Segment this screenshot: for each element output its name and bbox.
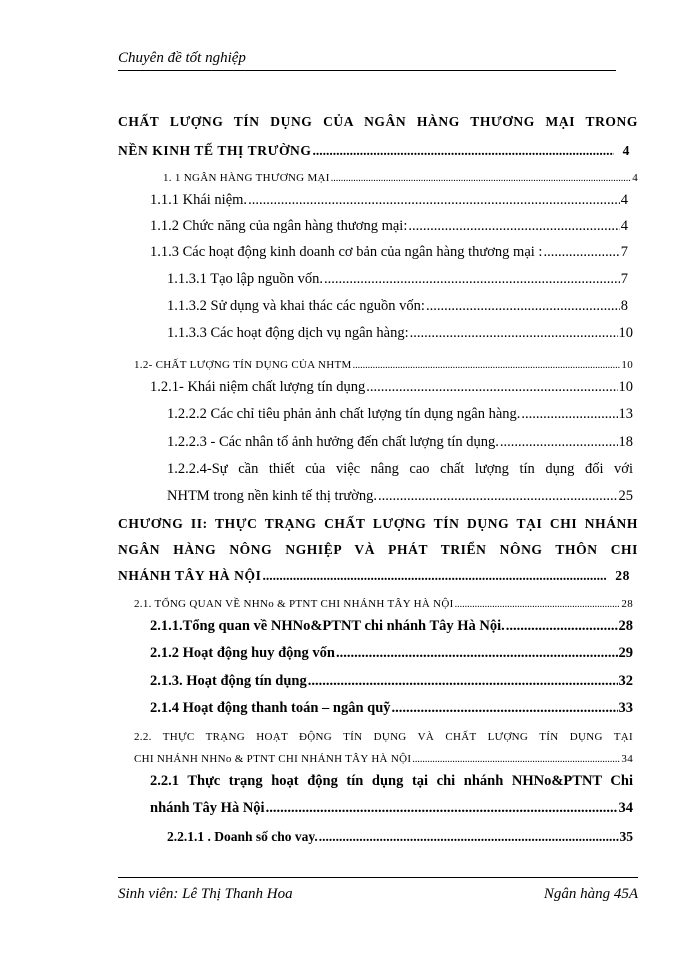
document-title: Chuyên đề tốt nghiệp: [118, 50, 246, 66]
leader-dots: [412, 751, 620, 769]
toc-chapter-2-line-3[interactable]: [118, 567, 638, 585]
toc-entry-1-2-1[interactable]: [150, 378, 633, 396]
toc-section-1-2[interactable]: [134, 356, 633, 375]
page-number: 34: [621, 753, 633, 765]
leader-dots: [543, 243, 619, 261]
toc-label: 1.1.2 Chức năng của ngân hàng thương mại:: [150, 218, 408, 234]
leader-dots: [319, 828, 619, 846]
footer-rule: [118, 877, 638, 878]
toc-chapter-2-line-2[interactable]: [118, 541, 638, 559]
toc-label: 2.1. TỔNG QUAN VỀ NHNo & PTNT CHI NHÁNH TÂY HÀ NỘI: [134, 598, 454, 610]
header-rule: [118, 70, 616, 71]
toc-label: 1. 1 NGÂN HÀNG THƯƠNG MẠI: [163, 172, 330, 184]
toc-entry-2-1-1[interactable]: [150, 617, 633, 635]
leader-dots: [521, 405, 617, 423]
toc-label: NHÁNH TÂY HÀ NỘI: [118, 568, 262, 583]
page-number: 4: [632, 172, 638, 184]
toc-entry-1-1-3-3[interactable]: [167, 324, 633, 342]
toc-label: 1.1.3.3 Các hoạt động dịch vụ ngân hàng:: [167, 325, 409, 341]
toc-entry-1-2-2-4-cont[interactable]: [167, 487, 633, 505]
toc-entry-1-1-3-1[interactable]: [167, 270, 628, 288]
toc-entry-2-2-1-cont[interactable]: [150, 799, 633, 817]
page-number: 28: [618, 618, 633, 634]
page-number: 28: [615, 568, 630, 583]
page-number: 33: [618, 700, 633, 716]
page-number: 29: [618, 645, 633, 661]
page-number: 7: [620, 244, 628, 260]
toc-section-2-2-cont[interactable]: [134, 750, 633, 769]
toc-label: 2.1.4 Hoạt động thanh toán – ngân quỹ: [150, 700, 391, 716]
toc-label: 1.1.3.2 Sử dụng và khai thác các nguồn vốn:: [167, 298, 425, 314]
leader-dots: [324, 270, 620, 288]
page-number: 4: [620, 192, 628, 208]
page-number: 10: [618, 325, 633, 341]
toc-section-2-2[interactable]: [134, 728, 633, 746]
toc-entry-1-2-2-3[interactable]: [167, 433, 633, 451]
leader-dots: [366, 378, 617, 396]
page-number: 10: [618, 379, 633, 395]
page-number: 8: [620, 298, 628, 314]
toc-chapter-1-cont[interactable]: [118, 142, 638, 160]
toc-label: NHTM trong nền kinh tế thị trường.: [167, 488, 378, 504]
student-name: Sinh viên: Lê Thị Thanh Hoa: [118, 886, 293, 902]
page-header: [118, 50, 616, 67]
leader-dots: [506, 617, 618, 635]
toc-chapter-1-line2: NỀN KINH TẾ THỊ TRƯỜNG: [118, 143, 312, 158]
toc-section-2-2-line1: 2.2. THỰC TRẠNG HOẠT ĐỘNG TÍN DỤNG VÀ CHẤT LƯỢNG TÍN DỤNG TẠI: [134, 731, 633, 743]
toc-chapter-1-line1: CHẤT LƯỢNG TÍN DỤNG CỦA NGÂN HÀNG THƯƠNG MẠI TRONG: [118, 114, 638, 129]
toc-entry-2-1-4[interactable]: [150, 699, 633, 717]
toc-label: 2.2.1.1 . Doanh số cho vay.: [167, 829, 318, 844]
toc-entry-1-1-3[interactable]: [150, 243, 628, 261]
toc-label: CHI NHÁNH NHNo & PTNT CHI NHÁNH TÂY HÀ NỘI: [134, 753, 412, 765]
toc-label: 2.1.2 Hoạt động huy động vốn: [150, 645, 335, 661]
leader-dots: [353, 357, 621, 375]
leader-dots: [263, 567, 607, 585]
toc-label: 1.1.3 Các hoạt động kinh doanh cơ bản của ngân hàng thương mại :: [150, 244, 543, 260]
page-number: 10: [621, 359, 633, 371]
leader-dots: [331, 170, 631, 188]
toc-entry-2-2-1-1[interactable]: [167, 828, 633, 846]
toc-label: 1.1.1 Khái niệm.: [150, 192, 248, 208]
toc-entry-2-1-2[interactable]: [150, 644, 633, 662]
toc-entry-1-2-2-4-line1: 1.2.2.4-Sự cần thiết của việc nâng cao chất lượng tín dụng đối với: [167, 461, 633, 477]
leader-dots: [455, 596, 621, 614]
leader-dots: [392, 699, 618, 717]
leader-dots: [408, 217, 619, 235]
leader-dots: [500, 433, 618, 451]
toc-chapter-2-line2: NGÂN HÀNG NÔNG NGHIỆP VÀ PHÁT TRIỂN NÔNG THÔN CHI: [118, 542, 638, 557]
leader-dots: [378, 487, 617, 505]
leader-dots: [266, 799, 618, 817]
toc-label: 1.2.2.3 - Các nhân tố ảnh hưởng đến chất lượng tín dụng.: [167, 434, 499, 450]
toc-entry-2-2-1[interactable]: [150, 772, 633, 790]
toc-entry-2-2-1-line1: 2.2.1 Thực trạng hoạt động tín dụng tại chi nhánh NHNo&PTNT Chi: [150, 773, 633, 789]
page-number: 18: [618, 434, 633, 450]
leader-dots: [248, 191, 620, 209]
toc-chapter-2-line1: CHƯƠNG II: THỰC TRẠNG CHẤT LƯỢNG TÍN DỤNG TẠI CHI NHÁNH: [118, 516, 638, 531]
leader-dots: [313, 142, 614, 160]
toc-entry-1-1-1[interactable]: [150, 191, 628, 209]
page-number: 4: [620, 218, 628, 234]
page-number: 32: [618, 673, 633, 689]
page-number: 34: [618, 800, 633, 816]
toc-label: 1.2.2.2 Các chỉ tiêu phản ảnh chất lượng tín dụng ngân hàng.: [167, 406, 521, 422]
toc-entry-2-1-3[interactable]: [150, 672, 633, 690]
toc-section-2-1[interactable]: [134, 595, 633, 614]
leader-dots: [426, 297, 620, 315]
page-number: 28: [621, 598, 633, 610]
leader-dots: [336, 644, 618, 662]
page-number: 4: [622, 143, 630, 158]
toc-entry-1-2-2-4[interactable]: [167, 460, 633, 478]
toc-label: 2.1.3. Hoạt động tín dụng: [150, 673, 307, 689]
leader-dots: [410, 324, 618, 342]
leader-dots: [308, 672, 618, 690]
toc-entry-1-2-2-2[interactable]: [167, 405, 633, 423]
toc-label: nhánh Tây Hà Nội: [150, 800, 265, 816]
class-name: Ngân hàng 45A: [543, 886, 638, 902]
toc-entry-1-1-2[interactable]: [150, 217, 628, 235]
toc-label: 1.2.1- Khái niệm chất lượng tín dụng: [150, 379, 366, 395]
toc-entry-1-1-3-2[interactable]: [167, 297, 628, 315]
toc-chapter-1[interactable]: [118, 113, 638, 131]
toc-label: 1.2- CHẤT LƯỢNG TÍN DỤNG CỦA NHTM: [134, 359, 352, 371]
page-number: 25: [618, 488, 633, 504]
toc-label: 2.1.1.Tổng quan về NHNo&PTNT chi nhánh Tây Hà Nội.: [150, 618, 505, 634]
page-number: 35: [619, 829, 633, 844]
page-number: 13: [618, 406, 633, 422]
toc-section-1-1[interactable]: [163, 169, 638, 188]
toc-label: 1.1.3.1 Tạo lập nguồn vốn.: [167, 271, 323, 287]
page-number: 7: [620, 271, 628, 287]
toc-chapter-2[interactable]: [118, 515, 638, 533]
